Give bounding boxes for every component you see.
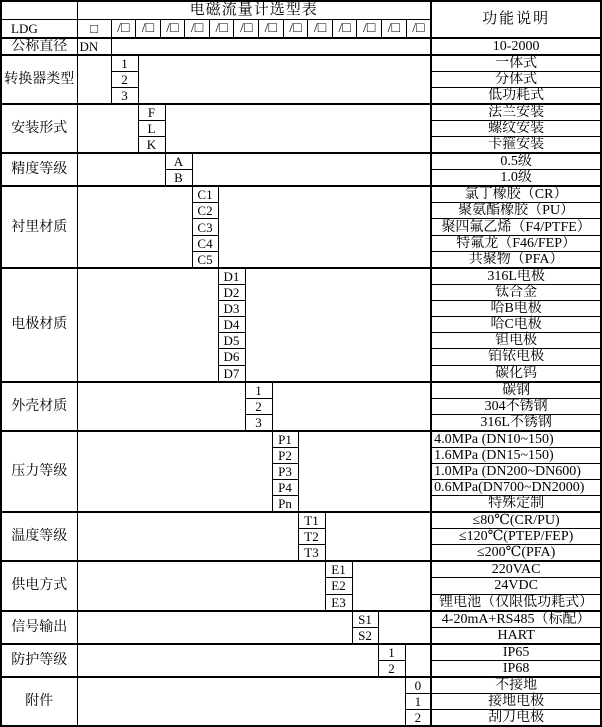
option-code: K: [138, 137, 165, 154]
group-label: 附件: [1, 677, 77, 726]
option-code: P3: [272, 463, 298, 479]
option-description: ≤200℃(PFA): [431, 545, 601, 562]
model-first-code-box: □: [77, 19, 111, 38]
blank-area: [325, 512, 431, 561]
model-code-box: /□: [233, 20, 258, 37]
blank-area: [138, 55, 431, 104]
model-code-box: /□: [135, 20, 160, 37]
model-code-box: /□: [283, 20, 308, 37]
option-description: 碳化钨: [431, 365, 601, 382]
model-code-box: /□: [332, 20, 357, 37]
option-description: 卡箍安装: [431, 137, 601, 154]
blank-area: [77, 268, 218, 382]
group-label: 公称直径: [1, 38, 77, 55]
group-label: 精度等级: [1, 153, 77, 186]
model-code-box: /□: [381, 20, 406, 37]
option-code: F: [138, 104, 165, 121]
option-code: D7: [218, 365, 245, 382]
model-code-box: /□: [406, 20, 431, 37]
blank-area: [378, 611, 431, 644]
blank-area: [77, 153, 165, 186]
option-description: 316L不锈钢: [431, 414, 601, 431]
option-description: 钽电极: [431, 333, 601, 349]
option-code: 0: [405, 677, 431, 694]
option-code: 1: [405, 693, 431, 709]
option-code: D4: [218, 317, 245, 333]
option-code: 2: [378, 660, 405, 677]
option-description: ≤80℃(CR/PU): [431, 512, 601, 529]
model-code-box: /□: [307, 20, 332, 37]
option-code: T1: [298, 512, 325, 529]
option-description: 碳钢: [431, 382, 601, 399]
blank-area: [352, 561, 431, 610]
option-description: 1.0级: [431, 170, 601, 187]
blank-area: [77, 677, 405, 726]
option-description: 低功耗式: [431, 88, 601, 105]
option-code: D1: [218, 268, 245, 285]
option-description: 钛合金: [431, 284, 601, 300]
option-description: 不接地: [431, 677, 601, 694]
option-description: 1.6MPa (DN15~150): [431, 447, 601, 463]
option-description: 1.0MPa (DN200~DN600): [431, 463, 601, 479]
option-description: 特氟龙（F46/FEP）: [431, 235, 601, 251]
model-code-box: /□: [258, 20, 283, 37]
blank-area: [77, 644, 378, 677]
option-code: P2: [272, 447, 298, 463]
group-label: 外壳材质: [1, 382, 77, 431]
function-column-header: 功能说明: [431, 1, 601, 38]
option-description: 24VDC: [431, 578, 601, 594]
model-code-box: /□: [356, 20, 381, 37]
group-label: 安装形式: [1, 104, 77, 153]
group-label: 温度等级: [1, 512, 77, 561]
blank-area: [77, 611, 352, 644]
option-description: 聚四氟乙烯（F4/PTFE）: [431, 219, 601, 235]
option-code: 3: [245, 414, 272, 431]
option-description: 304不锈钢: [431, 398, 601, 414]
option-code: C2: [192, 203, 218, 219]
group-label: 衬里材质: [1, 186, 77, 267]
option-code: L: [138, 121, 165, 137]
option-description: 法兰安装: [431, 104, 601, 121]
page-title: 电磁流量计选型表: [77, 1, 431, 19]
option-code: B: [165, 170, 192, 187]
option-description: 0.6MPa(DN700~DN2000): [431, 480, 601, 496]
option-code: P1: [272, 431, 298, 448]
option-code: DN: [77, 38, 111, 55]
blank-area: [77, 512, 298, 561]
option-description: 特殊定制: [431, 496, 601, 513]
blank-area: [77, 431, 272, 512]
option-code: P4: [272, 480, 298, 496]
blank-area: [111, 38, 431, 55]
option-code: 1: [378, 644, 405, 661]
option-description: 氯丁橡胶（CR）: [431, 186, 601, 203]
option-code: 1: [111, 55, 138, 72]
option-code: T2: [298, 529, 325, 545]
option-description: 0.5级: [431, 153, 601, 170]
group-label: 信号输出: [1, 611, 77, 644]
option-description: 哈B电极: [431, 300, 601, 316]
blank-area: [77, 186, 192, 267]
option-code: 2: [405, 709, 431, 726]
title-corner-blank: [1, 1, 77, 19]
option-code: D6: [218, 349, 245, 365]
table-body: [1, 1, 601, 726]
model-code-box: /□: [160, 20, 185, 37]
group-label: 电极材质: [1, 268, 77, 382]
option-description: 接地电极: [431, 693, 601, 709]
model-code-segments: [111, 19, 431, 38]
option-description: 聚氨酯橡胶（PU）: [431, 203, 601, 219]
option-code: C1: [192, 186, 218, 203]
option-description: 220VAC: [431, 561, 601, 578]
model-code-box: /□: [209, 20, 234, 37]
option-code: E3: [325, 594, 352, 611]
blank-area: [245, 268, 431, 382]
option-description: 4-20mA+RS485（标配）: [431, 611, 601, 628]
option-code: 2: [245, 398, 272, 414]
blank-area: [298, 431, 431, 512]
option-code: S2: [352, 627, 378, 644]
model-code-box: /□: [117, 20, 130, 36]
option-code: T3: [298, 545, 325, 562]
option-code: E1: [325, 561, 352, 578]
blank-area: [77, 104, 138, 153]
blank-area: [77, 55, 111, 104]
option-description: HART: [431, 627, 601, 644]
option-description: 一体式: [431, 55, 601, 72]
option-description: 10-2000: [431, 38, 601, 55]
option-code: S1: [352, 611, 378, 628]
blank-area: [218, 186, 431, 267]
blank-area: [77, 561, 325, 610]
option-code: D5: [218, 333, 245, 349]
model-segments-row: [112, 20, 431, 37]
option-description: 分体式: [431, 72, 601, 88]
blank-area: [165, 104, 431, 153]
option-description: 哈C电极: [431, 317, 601, 333]
option-code: 3: [111, 88, 138, 105]
option-code: 2: [111, 72, 138, 88]
option-description: 4.0MPa (DN10~150): [431, 431, 601, 448]
option-code: D3: [218, 300, 245, 316]
group-label: 供电方式: [1, 561, 77, 610]
option-description: 316L电极: [431, 268, 601, 285]
option-description: 螺纹安装: [431, 121, 601, 137]
option-description: IP65: [431, 644, 601, 661]
option-description: ≤120℃(PTEP/FEP): [431, 529, 601, 545]
option-description: 刮刀电极: [431, 709, 601, 726]
blank-area: [77, 382, 245, 431]
blank-area: [272, 382, 431, 431]
option-description: 锂电池（仅限低功耗式）: [431, 594, 601, 611]
option-description: 铂铱电极: [431, 349, 601, 365]
group-label: 转换器类型: [1, 55, 77, 104]
option-code: E2: [325, 578, 352, 594]
blank-area: [192, 153, 431, 186]
model-code-box: /□: [184, 20, 209, 37]
option-code: 1: [245, 382, 272, 399]
group-label: 压力等级: [1, 431, 77, 512]
group-label: 防护等级: [1, 644, 77, 677]
option-code: A: [165, 153, 192, 170]
option-code: D2: [218, 284, 245, 300]
option-code: Pn: [272, 496, 298, 513]
option-code: C4: [192, 235, 218, 251]
option-description: IP68: [431, 660, 601, 677]
option-code: C5: [192, 251, 218, 268]
blank-area: [405, 644, 431, 677]
option-code: C3: [192, 219, 218, 235]
model-prefix: LDG: [1, 19, 77, 38]
option-description: 共聚物（PFA）: [431, 251, 601, 268]
